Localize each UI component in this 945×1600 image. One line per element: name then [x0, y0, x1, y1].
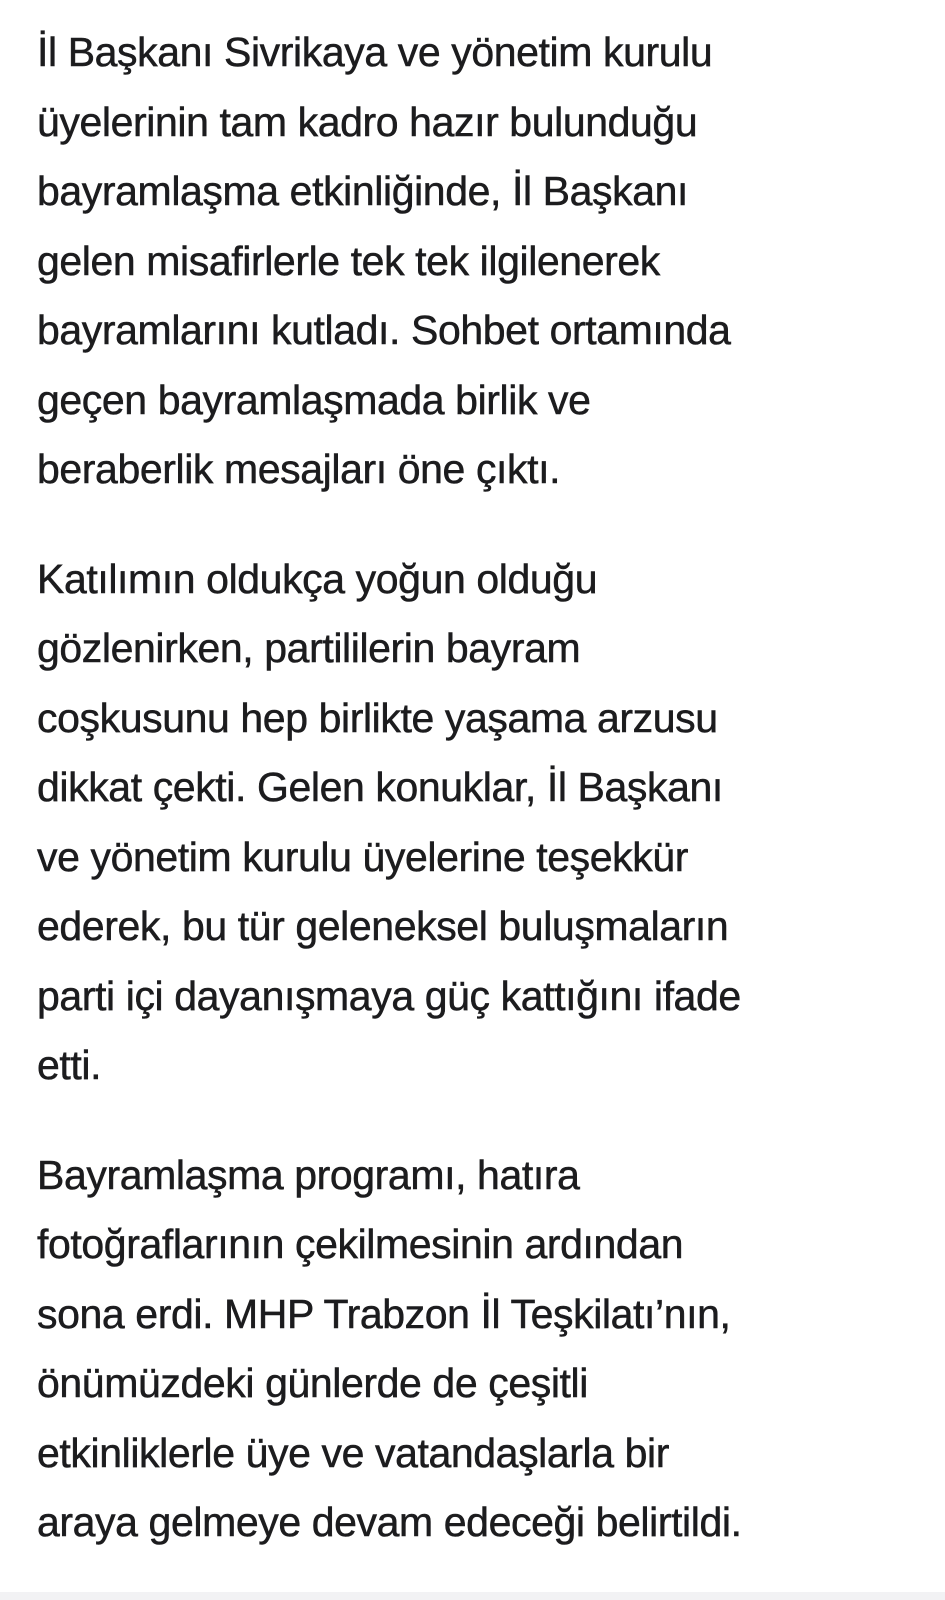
text-line: bayramlaşma etkinliğinde, İl Başkanı [37, 168, 689, 214]
paragraph-1 [37, 18, 917, 505]
text-line: fotoğraflarının çekilmesinin ardından [37, 1221, 684, 1267]
text-line: İl Başkanı Sivrikaya ve yönetim kurulu [37, 29, 713, 75]
text-line: geçen bayramlaşmada birlik ve [37, 376, 591, 423]
text-line: coşkusunu hep birlikte yaşama arzusu [37, 694, 718, 741]
paragraph-2 [37, 545, 917, 1101]
text-line: dikkat çekti. Gelen konuklar, İl Başkanı [37, 764, 723, 810]
text-line: önümüzdeki günlerde de çeşitli [37, 1360, 588, 1406]
bottom-edge [0, 1592, 945, 1600]
text-line: beraberlik mesajları öne çıktı. [37, 446, 561, 492]
text-line: gözlenirken, partililerin bayram [37, 625, 581, 671]
text-line: araya gelmeye devam edeceği belirtildi. [37, 1499, 742, 1545]
text-line: sona erdi. MHP Trabzon İl Teşkilatı’nın, [37, 1290, 731, 1337]
text-line: ederek, bu tür geleneksel buluşmaların [37, 903, 729, 949]
text-line: parti içi dayanışmaya güç kattığını ifade [37, 972, 741, 1019]
text-line: etti. [37, 1042, 102, 1088]
text-line: Bayramlaşma programı, hatıra [37, 1151, 580, 1198]
text-line: ve yönetim kurulu üyelerine teşekkür [37, 833, 689, 880]
text-line: üyelerinin tam kadro hazır bulunduğu [37, 98, 698, 145]
text-line: bayramlarını kutladı. Sohbet ortamında [37, 307, 731, 353]
paragraph-spacer [37, 505, 917, 545]
paragraph-spacer [37, 1101, 917, 1141]
text-line: etkinliklerle üye ve vatandaşlarla bir [37, 1429, 670, 1476]
text-line: gelen misafirlerle tek tek ilgilenerek [37, 237, 660, 284]
article-body [37, 18, 917, 1558]
paragraph-3 [37, 1141, 917, 1558]
text-line: Katılımın oldukça yoğun olduğu [37, 555, 598, 602]
